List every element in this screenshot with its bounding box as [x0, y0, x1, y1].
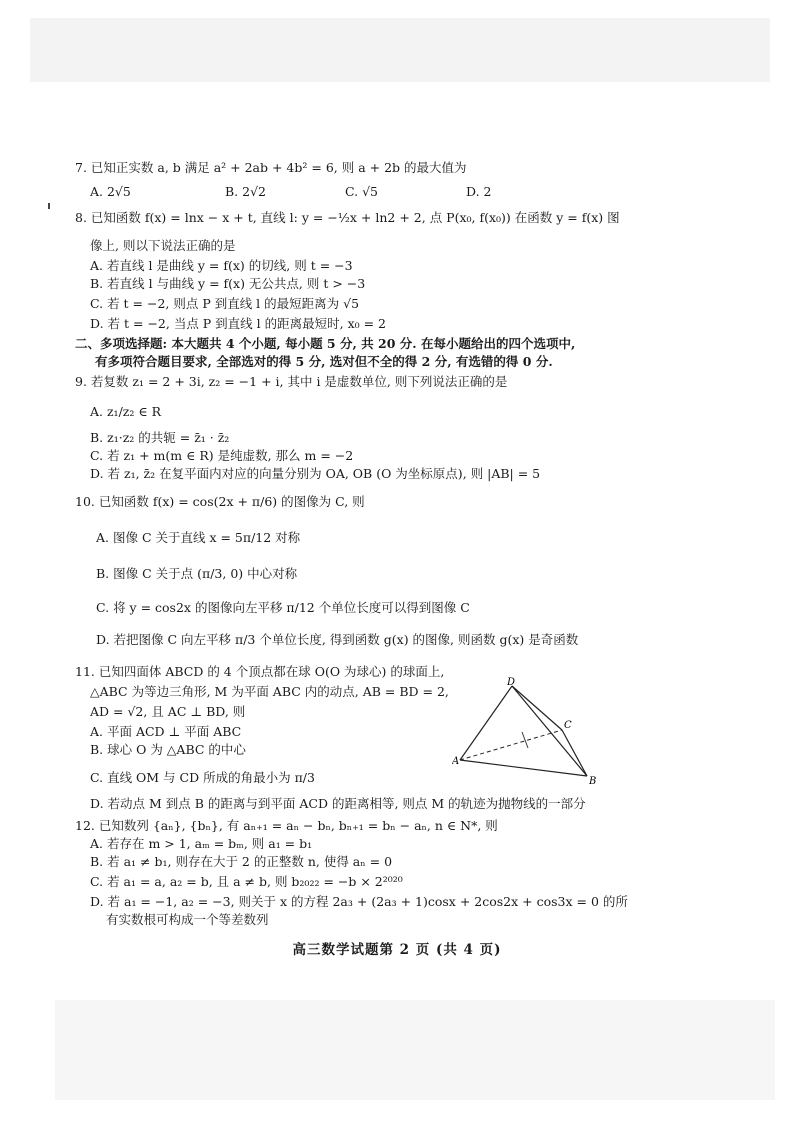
- q12-option-c: C. 若 a₁ = a, a₂ = b, 且 a ≠ b, 则 b₂₀₂₂ = −b × 2²⁰²⁰: [90, 874, 403, 889]
- q12-option-d-continued: 有实数根可构成一个等差数列: [106, 912, 269, 927]
- q7-option-d: D. 2: [466, 184, 492, 199]
- edge-db: [512, 686, 587, 776]
- q7-option-b: B. 2√2: [225, 184, 267, 199]
- q10-option-d: D. 若把图像 C 向左平移 π/3 个单位长度, 得到函数 g(x) 的图像, 则函数 g(x) 是奇函数: [96, 632, 579, 647]
- vertex-label-a: A: [452, 756, 460, 767]
- vertex-label-d: D: [507, 677, 516, 688]
- edge-ac-hidden: [460, 730, 562, 760]
- q11-stem: 11. 已知四面体 ABCD 的 4 个顶点都在球 O(O 为球心) 的球面上,: [75, 664, 445, 679]
- page-footer: 高三数学试题第 2 页 (共 4 页): [292, 942, 502, 958]
- q8-option-c: C. 若 t = −2, 则点 P 到直线 l 的最短距离为 √5: [90, 296, 360, 311]
- scan-top-band: [30, 18, 770, 82]
- q11-option-c: C. 直线 OM 与 CD 所成的角最小为 π/3: [90, 770, 315, 785]
- q9-option-b: B. z₁·z₂ 的共轭 = z̄₁ · z̄₂: [90, 430, 230, 445]
- tetrahedron-figure: [452, 676, 602, 788]
- q8-stem-continued: 像上, 则以下说法正确的是: [90, 238, 236, 253]
- vertex-label-b: B: [589, 776, 597, 787]
- q10-option-a: A. 图像 C 关于直线 x = 5π/12 对称: [96, 530, 301, 545]
- vertex-label-c: C: [564, 720, 572, 731]
- q9-option-a: A. z₁/z₂ ∈ R: [90, 404, 161, 419]
- scan-mark: [48, 203, 50, 209]
- edge-dc: [512, 686, 562, 730]
- q7-option-c: C. √5: [345, 184, 378, 199]
- section-2-instructions: 有多项符合题目要求, 全部选对的得 5 分, 选对但不全的得 2 分, 有选错的得 0 分.: [95, 354, 553, 369]
- q12-option-b: B. 若 a₁ ≠ b₁, 则存在大于 2 的正整数 n, 使得 aₙ = 0: [90, 854, 393, 869]
- q10-option-b: B. 图像 C 关于点 (π/3, 0) 中心对称: [96, 566, 298, 581]
- q11-option-d: D. 若动点 M 到点 B 的距离与到平面 ACD 的距离相等, 则点 M 的轨迹为抛物线的一部分: [90, 796, 586, 811]
- edge-ab: [460, 760, 587, 776]
- q7-option-a: A. 2√5: [90, 184, 131, 199]
- q7-stem: 7. 已知正实数 a, b 满足 a² + 2ab + 4b² = 6, 则 a + 2b 的最大值为: [75, 160, 467, 175]
- q12-option-a: A. 若存在 m > 1, aₘ = bₘ, 则 a₁ = b₁: [90, 836, 313, 851]
- q10-option-c: C. 将 y = cos2x 的图像向左平移 π/12 个单位长度可以得到图像 C: [96, 600, 470, 615]
- section-2-heading: 二、多项选择题: 本大题共 4 个小题, 每小题 5 分, 共 20 分. 在每小题给出的四个选项中,: [75, 336, 576, 351]
- scan-bottom-band: [55, 1000, 775, 1100]
- q8-option-b: B. 若直线 l 与曲线 y = f(x) 无公共点, 则 t > −3: [90, 276, 366, 291]
- q11-stem-continued: △ABC 为等边三角形, M 为平面 ABC 内的动点, AB = BD = 2,: [90, 684, 449, 699]
- q8-option-d: D. 若 t = −2, 当点 P 到直线 l 的距离最短时, x₀ = 2: [90, 316, 386, 331]
- q12-stem: 12. 已知数列 {aₙ}, {bₙ}, 有 aₙ₊₁ = aₙ − bₙ, bₙ₊₁ = bₙ − aₙ, n ∈ N*, 则: [75, 818, 498, 833]
- q11-option-b: B. 球心 O 为 △ABC 的中心: [90, 742, 246, 757]
- edge-cb: [562, 730, 587, 776]
- q10-stem: 10. 已知函数 f(x) = cos(2x + π/6) 的图像为 C, 则: [75, 494, 365, 509]
- q11-option-a: A. 平面 ACD ⊥ 平面 ABC: [90, 724, 242, 739]
- q9-option-d: D. 若 z₁, z̄₂ 在复平面内对应的向量分别为 OA, OB (O 为坐标原点), 则 |AB| = 5: [90, 466, 541, 481]
- q9-stem: 9. 若复数 z₁ = 2 + 3i, z₂ = −1 + i, 其中 i 是虚数单位, 则下列说法正确的是: [75, 374, 508, 389]
- edge-ad: [460, 686, 512, 760]
- q8-stem: 8. 已知函数 f(x) = lnx − x + t, 直线 l: y = −½x + ln2 + 2, 点 P(x₀, f(x₀)) 在函数 y = f(x) 图: [75, 210, 620, 225]
- q8-option-a: A. 若直线 l 是曲线 y = f(x) 的切线, 则 t = −3: [90, 258, 353, 273]
- q12-option-d: D. 若 a₁ = −1, a₂ = −3, 则关于 x 的方程 2a₃ + (2a₃ + 1)cosx + 2cos2x + cos3x = 0 的所: [90, 894, 628, 909]
- q11-stem-conditions: AD = √2, 且 AC ⊥ BD, 则: [90, 704, 246, 719]
- q9-option-c: C. 若 z₁ + m(m ∈ R) 是纯虚数, 那么 m = −2: [90, 448, 354, 463]
